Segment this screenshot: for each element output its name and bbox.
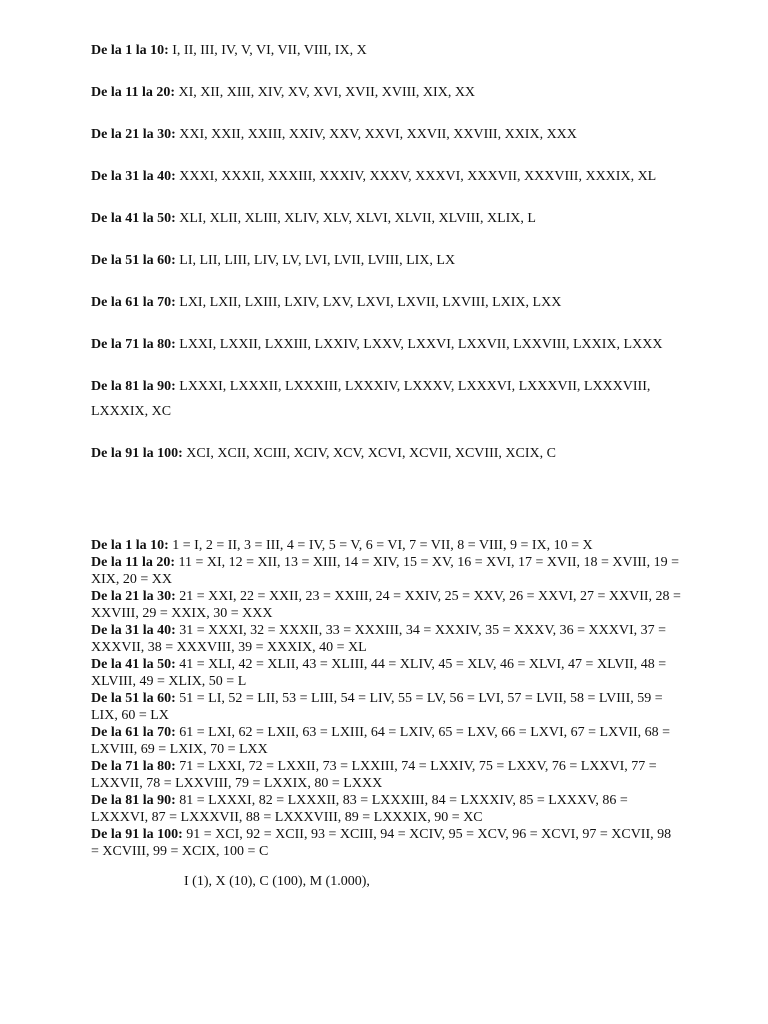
range-label: De la 41 la 50: <box>91 211 176 226</box>
list-item <box>91 792 681 826</box>
range-label: De la 81 la 90: <box>91 793 176 808</box>
numeral-equations: 71 = LXXI, 72 = LXXII, 73 = LXXIII, 74 = LXXIV, 75 = LXXV, 76 = LXXVI, 77 = LXXVII, 78 = LXXVIII, 79 = LXXIX, 80 = LXXX <box>91 759 657 791</box>
range-label: De la 91 la 100: <box>91 827 183 842</box>
numeral-list: XLI, XLII, XLIII, XLIV, XLV, XLVI, XLVII, XLVIII, XLIX, L <box>179 211 536 226</box>
list-item <box>91 826 681 860</box>
range-label: De la 61 la 70: <box>91 295 176 310</box>
range-label: De la 1 la 10: <box>91 43 169 58</box>
numeral-equations: 41 = XLI, 42 = XLII, 43 = XLIII, 44 = XLIV, 45 = XLV, 46 = XLVI, 47 = XLVII, 48 = XLVIII, 49 = XLIX, 50 = L <box>91 657 667 689</box>
range-label: De la 41 la 50: <box>91 657 176 672</box>
range-label: De la 91 la 100: <box>91 446 183 461</box>
list-item <box>91 122 681 147</box>
numeral-list: LXXI, LXXII, LXXIII, LXXIV, LXXV, LXXVI, LXXVII, LXXVIII, LXXIX, LXXX <box>179 337 663 352</box>
list-item <box>91 690 681 724</box>
range-label: De la 21 la 30: <box>91 589 176 604</box>
list-item <box>91 164 681 189</box>
list-item <box>91 290 681 315</box>
numeral-list: XXXI, XXXII, XXXIII, XXXIV, XXXV, XXXVI, XXXVII, XXXVIII, XXXIX, XL <box>179 169 657 184</box>
list-item <box>91 554 681 588</box>
roman-equation-section <box>91 537 681 860</box>
list-item <box>91 656 681 690</box>
range-label: De la 51 la 60: <box>91 691 176 706</box>
list-item <box>91 622 681 656</box>
base-numerals-line: I (1), X (10), C (100), M (1.000), <box>184 874 370 889</box>
range-label: De la 21 la 30: <box>91 127 176 142</box>
numeral-list: XXI, XXII, XXIII, XXIV, XXV, XXVI, XXVII, XXVIII, XXIX, XXX <box>179 127 577 142</box>
range-label: De la 51 la 60: <box>91 253 176 268</box>
range-label: De la 11 la 20: <box>91 555 175 570</box>
range-label: De la 71 la 80: <box>91 337 176 352</box>
numeral-equations: 81 = LXXXI, 82 = LXXXII, 83 = LXXXIII, 84 = LXXXIV, 85 = LXXXV, 86 = LXXXVI, 87 = LXXXVII, 88 = LXXXVIII, 89 = LXXXIX, 90 = XC <box>91 793 628 825</box>
list-item <box>91 441 681 466</box>
list-item <box>91 332 681 357</box>
list-item <box>91 206 681 231</box>
numeral-equations: 1 = I, 2 = II, 3 = III, 4 = IV, 5 = V, 6 = VI, 7 = VII, 8 = VIII, 9 = IX, 10 = X <box>172 538 593 553</box>
list-item <box>91 588 681 622</box>
numeral-list: LI, LII, LIII, LIV, LV, LVI, LVII, LVIII, LIX, LX <box>179 253 456 268</box>
range-label: De la 31 la 40: <box>91 169 176 184</box>
numeral-equations: 11 = XI, 12 = XII, 13 = XIII, 14 = XIV, 15 = XV, 16 = XVI, 17 = XVII, 18 = XVIII, 19 = XIX, 20 = XX <box>91 555 679 587</box>
list-item <box>91 38 681 63</box>
numeral-list: LXI, LXII, LXIII, LXIV, LXV, LXVI, LXVII, LXVIII, LXIX, LXX <box>179 295 562 310</box>
numeral-equations: 31 = XXXI, 32 = XXXII, 33 = XXXIII, 34 = XXXIV, 35 = XXXV, 36 = XXXVI, 37 = XXXVII, 38 = XXXVIII, 39 = XXXIX, 40 = XL <box>91 623 667 655</box>
numeral-list: LXXXI, LXXXII, LXXXIII, LXXXIV, LXXXV, LXXXVI, LXXXVII, LXXXVIII, LXXXIX, XC <box>91 379 651 419</box>
list-item <box>91 374 681 424</box>
range-label: De la 71 la 80: <box>91 759 176 774</box>
range-label: De la 81 la 90: <box>91 379 176 394</box>
list-item <box>91 758 681 792</box>
numeral-equations: 61 = LXI, 62 = LXII, 63 = LXIII, 64 = LXIV, 65 = LXV, 66 = LXVI, 67 = LXVII, 68 = LXVIII, 69 = LXIX, 70 = LXX <box>91 725 671 757</box>
list-item <box>91 80 681 105</box>
range-label: De la 1 la 10: <box>91 538 169 553</box>
list-item <box>91 248 681 273</box>
numeral-equations: 91 = XCI, 92 = XCII, 93 = XCIII, 94 = XCIV, 95 = XCV, 96 = XCVI, 97 = XCVII, 98 = XCVIII, 99 = XCIX, 100 = C <box>91 827 672 859</box>
list-item <box>91 537 681 554</box>
roman-list-section <box>91 38 681 483</box>
range-label: De la 11 la 20: <box>91 85 175 100</box>
range-label: De la 31 la 40: <box>91 623 176 638</box>
range-label: De la 61 la 70: <box>91 725 176 740</box>
numeral-list: I, II, III, IV, V, VI, VII, VIII, IX, X <box>172 43 367 58</box>
numeral-equations: 51 = LI, 52 = LII, 53 = LIII, 54 = LIV, 55 = LV, 56 = LVI, 57 = LVII, 58 = LVIII, 59 = LIX, 60 = LX <box>91 691 663 723</box>
list-item <box>91 724 681 758</box>
numeral-list: XI, XII, XIII, XIV, XV, XVI, XVII, XVIII, XIX, XX <box>178 85 476 100</box>
numeral-list: XCI, XCII, XCIII, XCIV, XCV, XCVI, XCVII, XCVIII, XCIX, C <box>186 446 556 461</box>
numeral-equations: 21 = XXI, 22 = XXII, 23 = XXIII, 24 = XXIV, 25 = XXV, 26 = XXVI, 27 = XXVII, 28 = XXVIII, 29 = XXIX, 30 = XXX <box>91 589 681 621</box>
